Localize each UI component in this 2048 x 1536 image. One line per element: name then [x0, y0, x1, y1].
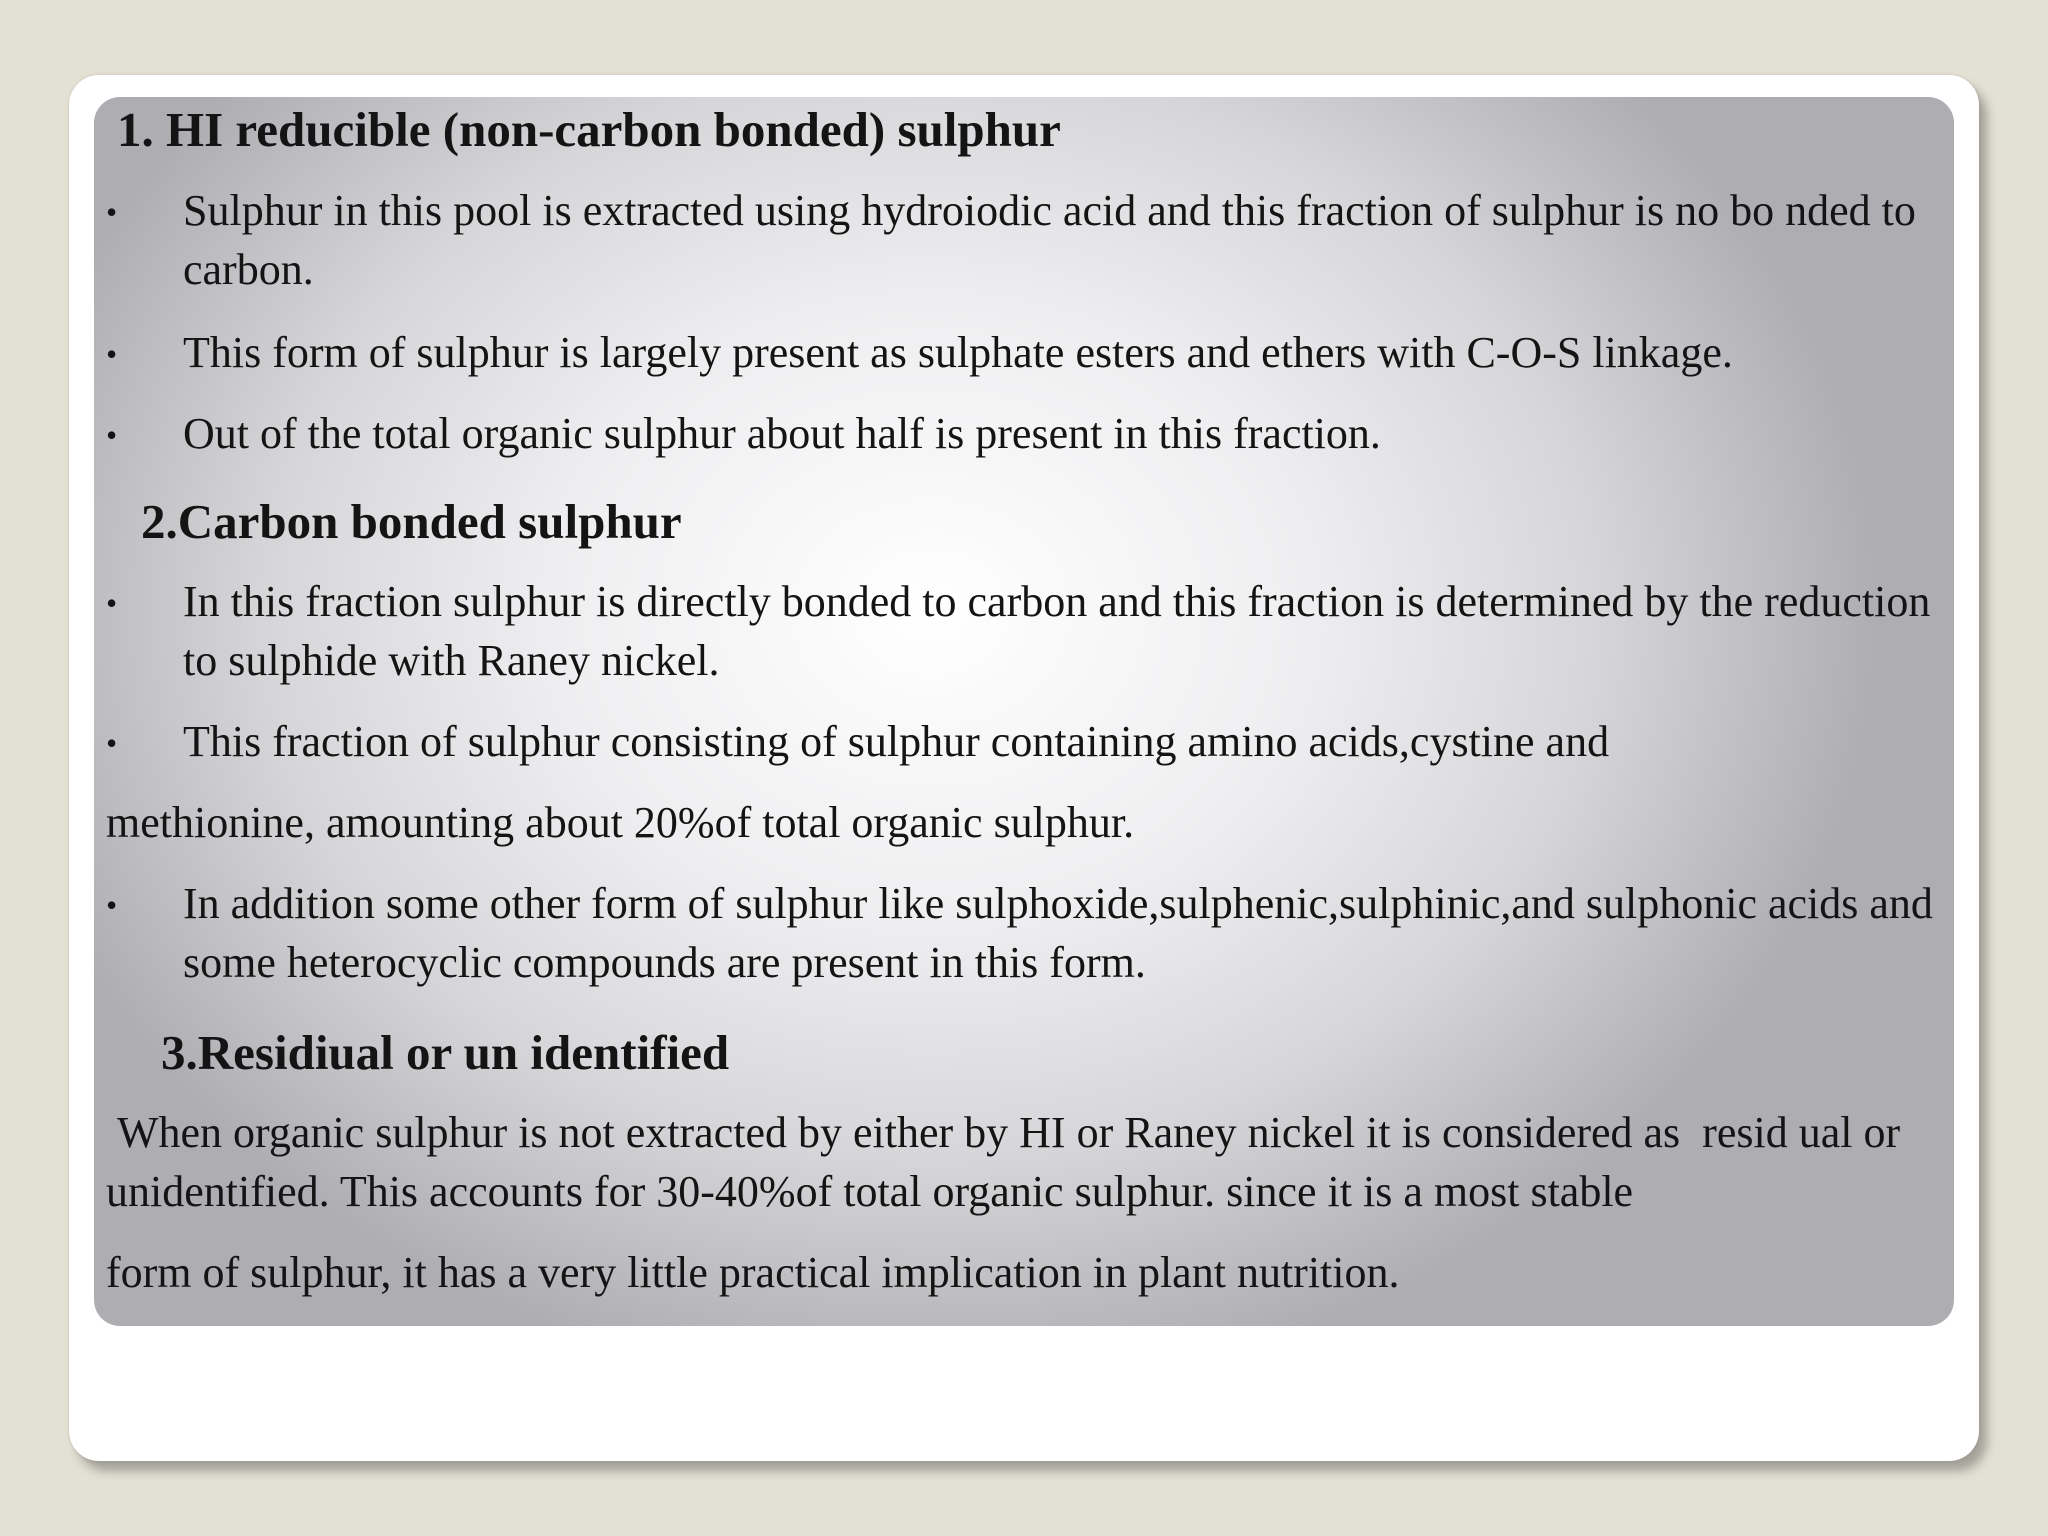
- section-1-bullet-1: Sulphur in this pool is extracted using hydroiodic acid and this fraction of sulphur is no bo nded to carbon.: [183, 186, 1916, 294]
- bullet-marker: •: [106, 887, 118, 923]
- section-1-bullet-2: This form of sulphur is largely present as sulphate esters and ethers with C-O-S linkage.: [183, 328, 1733, 377]
- bullet-marker: •: [106, 585, 118, 621]
- bullet-marker: •: [106, 336, 118, 372]
- section-2-heading: 2.Carbon bonded sulphur: [141, 494, 682, 549]
- section-2-bullet-3: In addition some other form of sulphur like sulphoxide,sulphenic,sulphinic,and sulphonic acids and some heterocyclic compounds are present in this form.: [183, 879, 1933, 987]
- bullet-marker: •: [106, 725, 118, 761]
- section-3-heading: 3.Residiual or un identified: [161, 1025, 730, 1080]
- bullet-marker: •: [106, 194, 118, 230]
- section-2-continuation: methionine, amounting about 20%of total organic sulphur.: [106, 798, 1135, 847]
- section-2-bullet-2: This fraction of sulphur consisting of sulphur containing amino acids,cystine and: [183, 717, 1610, 766]
- section-1-bullet-3: Out of the total organic sulphur about half is present in this fraction.: [183, 409, 1381, 458]
- section-3-paragraph-end: form of sulphur, it has a very little practical implication in plant nutrition.: [106, 1248, 1400, 1297]
- content-panel: [94, 97, 1954, 1326]
- section-2-bullet-1: In this fraction sulphur is directly bonded to carbon and this fraction is determined by the reduction to sulphide with Raney nickel.: [183, 577, 1931, 685]
- section-1-heading: 1. HI reducible (non-carbon bonded) sulphur: [117, 102, 1061, 157]
- bullet-marker: •: [106, 417, 118, 453]
- section-3-paragraph: When organic sulphur is not extracted by either by HI or Raney nickel it is considered as resid ual or unidentified. This accounts for 30-40%of total organic sulphur. since it is a most stable: [106, 1108, 1912, 1216]
